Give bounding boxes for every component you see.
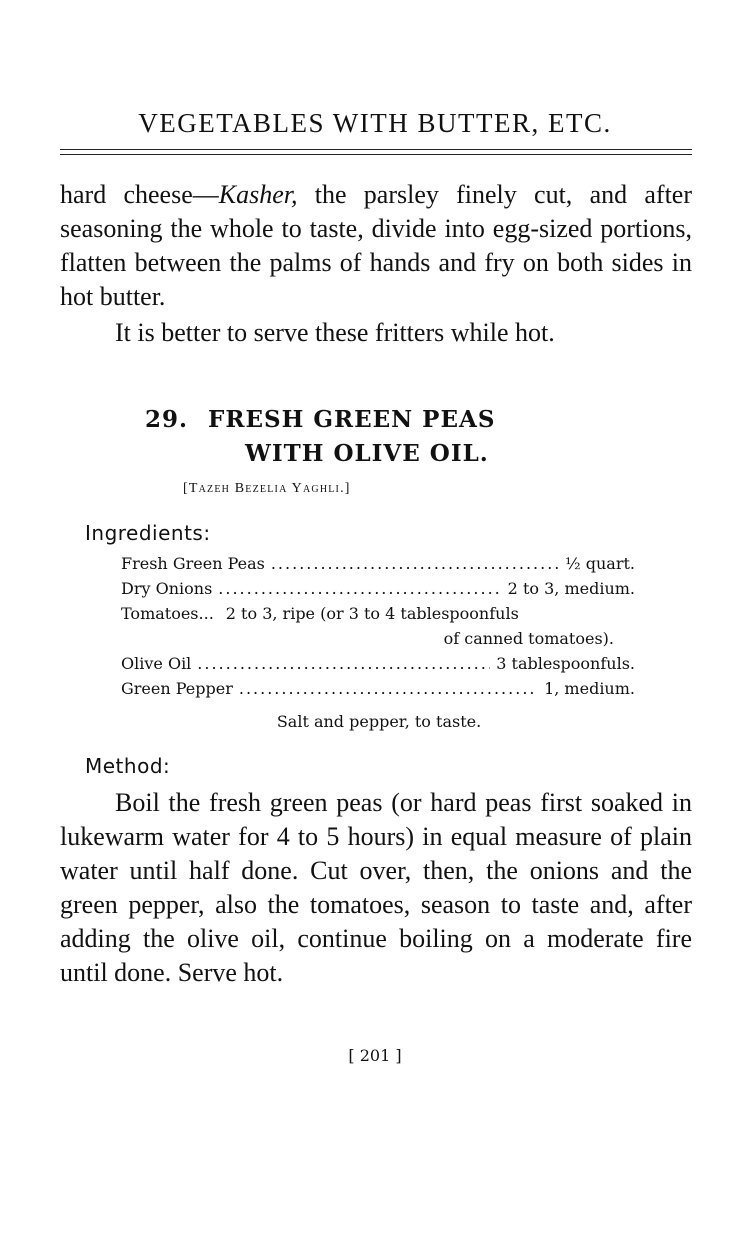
- ingredient-name: Olive Oil: [121, 654, 192, 673]
- ingredient-amount: 2 to 3, medium.: [507, 579, 635, 598]
- ingredients-heading: Ingredients:: [85, 521, 211, 545]
- ingredient-amount: 2 to 3, ripe (or 3 to 4 tablespoonfuls: [225, 604, 519, 623]
- ingredient-amount-continued: of canned tomatoes).: [443, 629, 614, 648]
- header-rule-thin: [60, 149, 692, 150]
- continuation-rest: the parsley finely cut, and after seasoning the whole to taste, divide into egg-sized portions, flatten between the palms of hands and fry on both sides in hot butter.: [60, 180, 692, 311]
- ingredient-name: Green Pepper: [121, 679, 233, 698]
- recipe-number: 29.: [145, 406, 189, 433]
- dot-leader: [239, 679, 538, 698]
- dot-leader: [271, 554, 559, 573]
- ingredients-list: [121, 554, 635, 704]
- ingredient-row: [121, 679, 635, 704]
- seasoning-line: [0, 712, 750, 731]
- ingredient-name: Dry Onions: [121, 579, 213, 598]
- ingredient-amount: 1, medium.: [544, 679, 635, 698]
- ingredient-row: [121, 654, 635, 679]
- ingredient-row: [121, 604, 635, 629]
- method-heading: Method:: [85, 754, 171, 778]
- seasoning-text: Salt and pepper, to taste.: [276, 712, 482, 731]
- recipe-title-line2: WITH OLIVE OIL.: [245, 440, 489, 467]
- continuation-start: hard cheese—: [60, 180, 219, 209]
- ingredient-row: [121, 579, 635, 604]
- ingredient-amount: 3 tablespoonfuls.: [496, 654, 635, 673]
- ingredient-row: [121, 554, 635, 579]
- recipe-title-line1: [145, 406, 495, 433]
- dot-leader: [218, 579, 501, 598]
- method-paragraph: Boil the fresh green peas (or hard peas first soaked in lukewarm water for 4 to 5 hours) in equal measure of plain water until half done. Cut over, then, the onions and the green pepper, also the tomatoes, season to taste and, after adding the olive oil, continue boiling on a moderate fire until done. Serve hot.: [60, 788, 692, 987]
- recipe-transliteration: [Tazeh Bezelia Yaghli.]: [183, 481, 351, 496]
- dot-leader: [197, 654, 490, 673]
- ingredient-amount: ½ quart.: [565, 554, 635, 573]
- page-number: [ 201 ]: [348, 1046, 402, 1065]
- ingredient-name: Fresh Green Peas: [121, 554, 265, 573]
- ingredient-name: Tomatoes...: [121, 604, 214, 623]
- continuation-paragraph: [60, 178, 692, 314]
- ingredient-row-continued: [121, 629, 635, 654]
- closing-sentence: It is better to serve these fritters while hot.: [115, 318, 555, 347]
- running-head: VEGETABLES WITH BUTTER, ETC.: [138, 108, 612, 138]
- header-rule-thick: [60, 154, 692, 155]
- recipe-title-text1: FRESH GREEN PEAS: [208, 406, 496, 433]
- kasher-term: Kasher,: [218, 180, 298, 209]
